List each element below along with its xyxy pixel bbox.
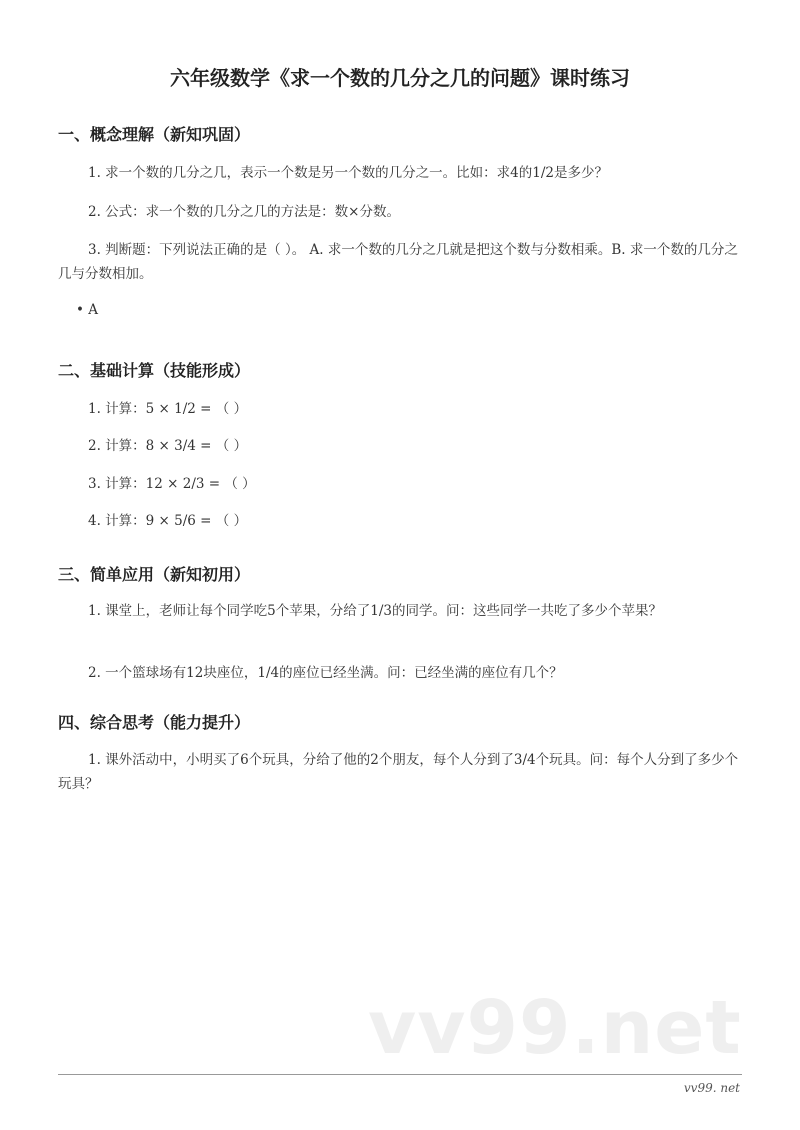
section-heading-3: 三、简单应用（新知初用） bbox=[58, 565, 251, 584]
question-1-1: 1. 求一个数的几分之几，表示一个数是另一个数的几分之一。比如：求4的1/2是多少？ bbox=[88, 165, 608, 181]
question-2-3: 3. 计算：12 × 2/3 = （ ） bbox=[88, 476, 256, 492]
question-2-4: 4. 计算：9 × 5/6 = （ ） bbox=[88, 513, 248, 529]
footer-site: vv99. net bbox=[683, 1081, 740, 1095]
answer-text: A bbox=[88, 302, 99, 318]
section-heading-2: 二、基础计算（技能形成） bbox=[58, 361, 251, 380]
section-heading-4: 四、综合思考（能力提升） bbox=[58, 713, 251, 732]
answer-bullet: • A bbox=[76, 302, 99, 318]
question-1-3: 3. 判断题：下列说法正确的是（ ）。 A. 求一个数的几分之几就是把这个数与分数相乘。B. 求一个数的几分之几与分数相加。 bbox=[58, 242, 738, 282]
watermark: vv99.net bbox=[368, 985, 742, 1071]
question-1-2: 2. 公式：求一个数的几分之几的方法是：数×分数。 bbox=[88, 204, 400, 220]
question-3-1: 1. 课堂上，老师让每个同学吃5个苹果，分给了1/3的同学。问：这些同学一共吃了多少个苹果？ bbox=[88, 603, 662, 619]
question-2-2: 2. 计算：8 × 3/4 = （ ） bbox=[88, 438, 248, 454]
footer-divider bbox=[58, 1074, 742, 1075]
question-3-2: 2. 一个篮球场有12块座位，1/4的座位已经坐满。问：已经坐满的座位有几个？ bbox=[88, 665, 563, 681]
section-heading-1: 一、概念理解（新知巩固） bbox=[58, 125, 251, 144]
question-2-1: 1. 计算：5 × 1/2 = （ ） bbox=[88, 401, 248, 417]
page-title: 六年级数学《求一个数的几分之几的问题》课时练习 bbox=[170, 66, 630, 90]
question-4-1: 1. 课外活动中，小明买了6个玩具，分给了他的2个朋友，每个人分到了3/4个玩具。问：每个人分到了多少个玩具？ bbox=[58, 752, 739, 792]
